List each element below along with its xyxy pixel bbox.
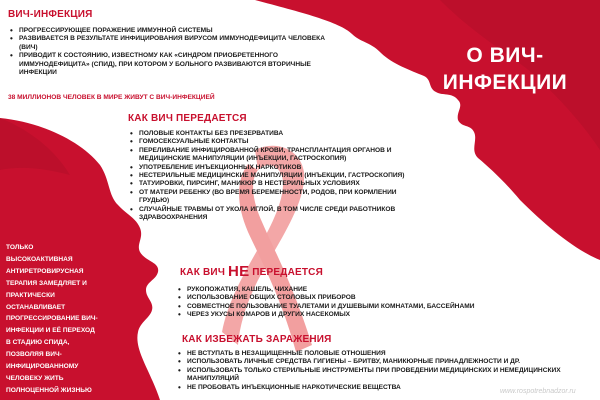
therapy-line: В СТАДИЮ СПИДА, [6, 339, 70, 347]
therapy-line: ЧЕЛОВЕКУ ЖИТЬ [6, 374, 64, 382]
hiv-statistic: 38 МИЛЛИОНОВ ЧЕЛОВЕК В МИРЕ ЖИВУТ С ВИЧ-ИНФЕКЦИЕЙ [8, 94, 215, 101]
list-item: • ПЕРЕЛИВАНИЕ ИНФИЦИРОВАННОЙ КРОВИ, ТРАНСПЛАНТАЦИЯ ОРГАНОВ И МЕДИЦИНСКИЕ МАНИПУЛЯЦИИ (ИНЪЕКЦИИ, ГАСТРОСКОПИЯ) [128, 147, 423, 164]
therapy-line: ТОЛЬКО [6, 244, 34, 251]
list-item: • НЕ ВСТУПАТЬ В НЕЗАЩИЩЕННЫЕ ПОЛОВЫЕ ОТНОШЕНИЯ [176, 350, 586, 358]
hero-title: О ВИЧ-ИНФЕКЦИИ [442, 44, 568, 94]
list-item: • НЕ ПРОБОВАТЬ ИНЪЕКЦИОННЫЕ НАРКОТИЧЕСКИЕ ВЕЩЕСТВА [176, 384, 586, 392]
therapy-line: ТЕРАПИЯ ЗАМЕДЛЯЕТ И [6, 279, 87, 287]
list-item: • ИСПОЛЬЗОВАТЬ ЛИЧНЫЕ СРЕДСТВА ГИГИЕНЫ – БРИТВУ, МАНИКЮРНЫЕ ПРИНАДЛЕЖНОСТИ И ДР. [176, 358, 586, 366]
therapy-line: ПРАКТИЧЕСКИ [6, 291, 55, 299]
transmitted-list [128, 130, 423, 222]
therapy-line: АНТИРЕТРОВИРУСНАЯ [6, 267, 84, 275]
therapy-line: ОСТАНАВЛИВАЕТ [6, 303, 66, 311]
therapy-line: ВЫСОКОАКТИВНАЯ [6, 255, 73, 263]
list-item: • УПОТРЕБЛЕНИЕ ИНЪЕКЦИОННЫХ НАРКОТИКОВ [128, 164, 423, 172]
hiv-section-title: ВИЧ-ИНФЕКЦИЯ [8, 9, 93, 20]
therapy-line: ПОЗВОЛЯЯ ВИЧ- [6, 351, 62, 359]
not-transmitted-title-part2: ПЕРЕДАЕТСЯ [252, 267, 323, 278]
list-item: • РУКОПОЖАТИЯ, КАШЕЛЬ, ЧИХАНИЕ [176, 286, 536, 294]
not-emphasis: НЕ [228, 263, 250, 280]
hiv-section-list [8, 27, 338, 77]
list-item: • ЧЕРЕЗ УКУСЫ КОМАРОВ И ДРУГИХ НАСЕКОМЫХ [176, 311, 536, 319]
list-item: • ПРИВОДИТ К СОСТОЯНИЮ, ИЗВЕСТНОМУ КАК «СИНДРОМ ПРИОБРЕТЕННОГО ИММУНОДЕФИЦИТА» (СПИД), ПРИ КОТОРОМ У БОЛЬНОГО РАЗВИВАЮТСЯ ВТОРИЧНЫЕ ИНФЕКЦИИ [8, 52, 338, 77]
list-item: • СЛУЧАЙНЫЕ ТРАВМЫ ОТ УКОЛА ИГЛОЙ, В ТОМ ЧИСЛЕ СРЕДИ РАБОТНИКОВ ЗДРАВООХРАНЕНИЯ [128, 206, 423, 223]
therapy-line: ИНФЕКЦИИ И ЕЁ ПЕРЕХОД [6, 327, 95, 335]
list-item: • ИСПОЛЬЗОВАТЬ ТОЛЬКО СТЕРИЛЬНЫЕ ИНСТРУМЕНТЫ ПРИ ПРОВЕДЕНИИ МЕДИЦИНСКИХ И НЕМЕДИЦИНСКИХ МАНИПУЛЯЦИЙ [176, 367, 586, 384]
therapy-line: ИНФИЦИРОВАННОМУ [6, 363, 79, 371]
list-item: • ПРОГРЕССИРУЮЩЕЕ ПОРАЖЕНИЕ ИММУННОЙ СИСТЕМЫ [8, 27, 338, 35]
list-item: • ОТ МАТЕРИ РЕБЕНКУ (ВО ВРЕМЯ БЕРЕМЕННОСТИ, РОДОВ, ПРИ КОРМЛЕНИИ ГРУДЬЮ) [128, 189, 423, 206]
list-item: • ГОМОСЕКСУАЛЬНЫЕ КОНТАКТЫ [128, 138, 423, 146]
therapy-note [6, 242, 121, 400]
prevention-list [176, 350, 586, 392]
list-item: • РАЗВИВАЕТСЯ В РЕЗУЛЬТАТЕ ИНФИЦИРОВАНИЯ ВИРУСОМ ИММУНОДЕФИЦИТА ЧЕЛОВЕКА (ВИЧ) [8, 35, 338, 52]
prevention-title: КАК ИЗБЕЖАТЬ ЗАРАЖЕНИЯ [182, 334, 332, 345]
watermark: www.rospotrebnadzor.ru [500, 388, 576, 395]
list-item: • ПОЛОВЫЕ КОНТАКТЫ БЕЗ ПРЕЗЕРВАТИВА [128, 130, 423, 138]
therapy-line: ПРОГРЕССИРОВАНИЕ ВИЧ- [6, 315, 98, 323]
transmitted-title: КАК ВИЧ ПЕРЕДАЕТСЯ [128, 113, 247, 124]
list-item: • ИСПОЛЬЗОВАНИЕ ОБЩИХ СТОЛОВЫХ ПРИБОРОВ [176, 294, 536, 302]
list-item: • ТАТУИРОВКИ, ПИРСИНГ, МАНИКЮР В НЕСТЕРИЛЬНЫХ УСЛОВИЯХ [128, 180, 423, 188]
not-transmitted-list [176, 286, 536, 320]
not-transmitted-title-part1: КАК ВИЧ [180, 267, 226, 278]
list-item: • НЕСТЕРИЛЬНЫЕ МЕДИЦИНСКИЕ МАНИПУЛЯЦИИ (ИНЪЕКЦИИ, ГАСТРОСКОПИЯ) [128, 172, 423, 180]
not-transmitted-title [180, 262, 323, 279]
list-item: • СОВМЕСТНОЕ ПОЛЬЗОВАНИЕ ТУАЛЕТАМИ И ДУШЕВЫМИ КОМНАТАМИ, БАССЕЙНАМИ [176, 303, 536, 311]
therapy-line: ПОЛНОЦЕННОЙ ЖИЗНЬЮ [6, 386, 92, 394]
